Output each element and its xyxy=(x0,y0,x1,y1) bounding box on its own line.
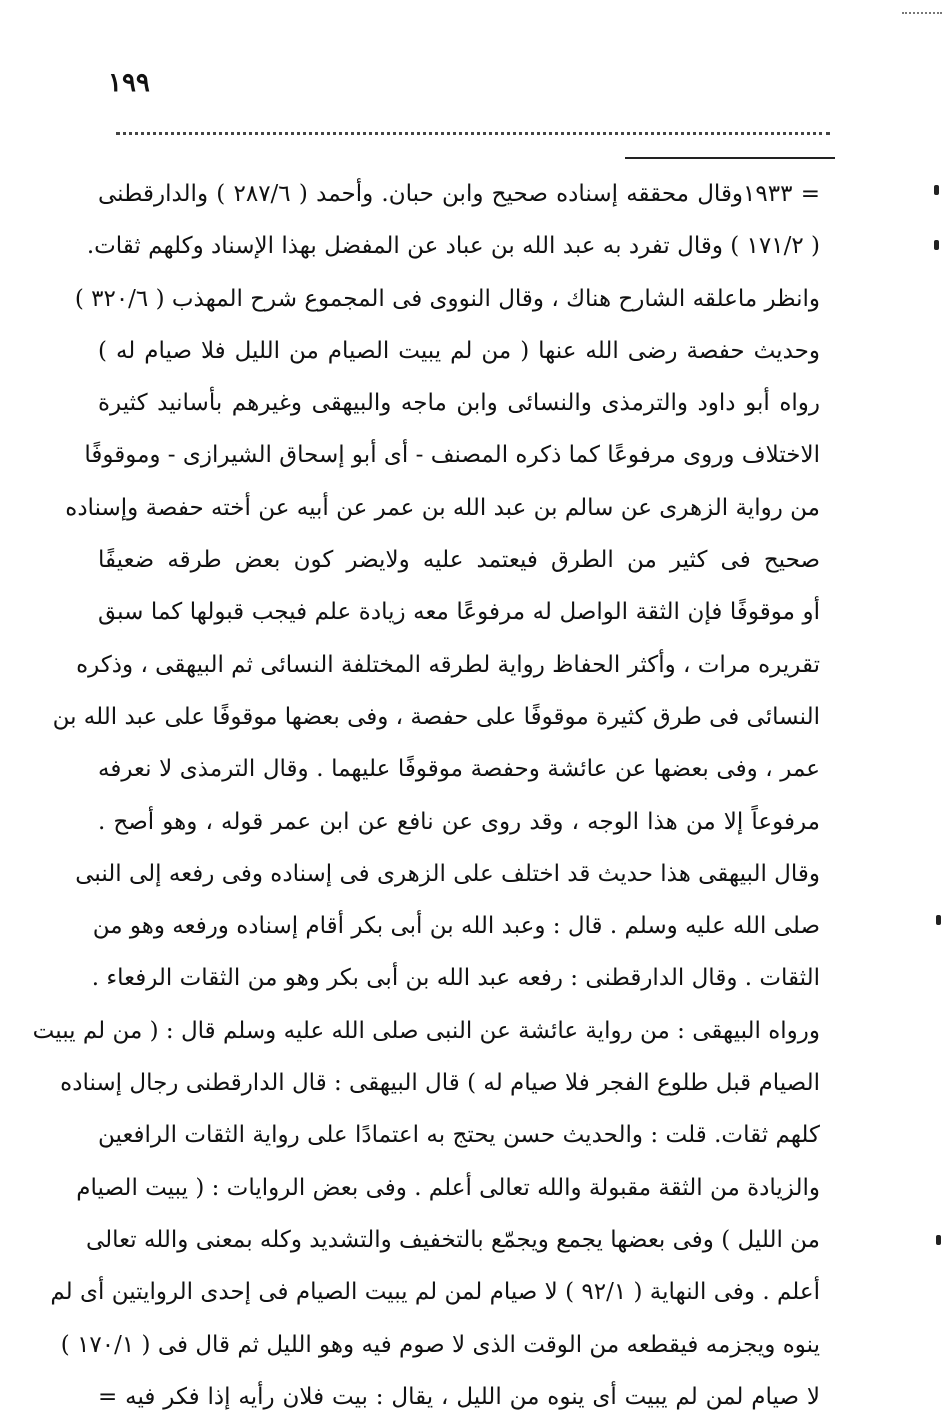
text-line: أو موقوفًا فإن الثقة الواصل له مرفوعًا معه زيادة علم فيجب قبولها كما سبق xyxy=(98,599,820,626)
text-line: مرفوعاً إلا من هذا الوجه ، وقد روى عن نافع عن ابن عمر قوله ، وهو أصح . xyxy=(98,808,820,835)
margin-mark xyxy=(936,1235,941,1245)
text-line: النسائى فى طرق كثيرة موقوفًا على حفصة ، وفى بعضها موقوفًا على عبد الله بن xyxy=(52,703,820,730)
text-line: تقريره مرات ، وأكثر الحفاظ رواية لطرقه المختلفة النسائى ثم البيهقى ، وذكره xyxy=(76,651,820,678)
page-number: ١٩٩ xyxy=(108,68,150,98)
text-line: ينوه ويجزمه فيقطعه من الوقت الذى لا صوم فيه وهو الليل ثم قال فى ( ١٧٠/١ ) xyxy=(60,1331,820,1358)
text-line: والزيادة من الثقة مقبولة والله تعالى أعلم . وفى بعض الروايات : ( يبيت الصيام xyxy=(76,1174,820,1201)
text-line: كلهم ثقات. قلت : والحديث حسن يحتج به اعتمادًا على رواية الثقات الرافعين xyxy=(98,1122,820,1149)
text-line: الثقات . وقال الدارقطنى : رفعه عبد الله بن أبى بكر وهو من الثقات الرفعاء . xyxy=(91,965,820,992)
text-line: = ١٩٣٣وقال محققه إسناده صحيح وابن حبان. وأحمد ( ٢٨٧/٦ ) والدارقطنى xyxy=(98,181,820,207)
text-line: ورواه البيهقى : من رواية عائشة عن النبى صلى الله عليه وسلم قال : ( من لم يبيت xyxy=(32,1017,820,1044)
footnote-text xyxy=(32,168,820,1423)
text-line: وقال البيهقى هذا حديث قد اختلف على الزهرى فى إسناده وفى رفعه إلى النبى xyxy=(75,860,820,887)
text-line: وانظر ماعلقه الشارح هناك ، وقال النووى فى المجموع شرح المهذب ( ٣٢٠/٦ ) xyxy=(74,285,820,312)
text-line: صلى الله عليه وسلم . قال : وعبد الله بن أبى بكر أقام إسناده ورفعه وهو من xyxy=(92,913,820,940)
text-line: من رواية الزهرى عن سالم بن عبد الله بن عمر عن أبيه عن أخته حفصة وإسناده xyxy=(65,494,820,521)
text-line: الصيام قبل طلوع الفجر فلا صيام له ) قال البيهقى : قال الدارقطنى رجال إسناده xyxy=(60,1070,820,1097)
text-line: عمر ، وفى بعضها عن عائشة وحفصة موقوفًا عليهما . وقال الترمذى لا نعرفه xyxy=(98,756,820,783)
text-line: الاختلاف وروى مرفوعًا كما ذكره المصنف - أى أبو إسحاق الشيرازى - وموقوفًا xyxy=(84,442,820,469)
margin-mark xyxy=(936,915,941,925)
text-line: وحديث حفصة رضى الله عنها ( من لم يبيت الصيام من الليل فلا صيام له ) xyxy=(98,337,820,364)
text-line: رواه أبو داود والترمذى والنسائى وابن ماجه والبيهقى وغيرهم بأسانيد كثيرة xyxy=(98,390,820,417)
margin-mark xyxy=(934,240,939,250)
text-line: أعلم . وفى النهاية ( ٩٢/١ ) لا صيام لمن لم يبيت الصيام فى إحدى الروايتين أى لم xyxy=(50,1279,820,1306)
scan-corner-mark xyxy=(902,0,942,14)
footnote-rule xyxy=(625,157,835,159)
margin-mark xyxy=(934,185,939,195)
text-line: ( ١٧١/٢ ) وقال تفرد به عبد الله بن عباد عن المفضل بهذا الإسناد وكلهم ثقات. xyxy=(86,233,820,260)
text-line: لا صيام لمن لم يبيت أى ينوه من الليل ، يقال : بيت فلان رأيه إذا فكر فيه = xyxy=(98,1383,820,1410)
text-line: صحيح فى كثير من الطرق فيعتمد عليه ولايضر كون بعض طرقه ضعيفًا xyxy=(98,547,820,574)
text-line: من الليل ) وفى بعضها يجمع ويجمّع بالتخفيف والتشديد وكله بمعنى والله تعالى xyxy=(85,1226,820,1253)
dotted-separator xyxy=(116,132,830,135)
